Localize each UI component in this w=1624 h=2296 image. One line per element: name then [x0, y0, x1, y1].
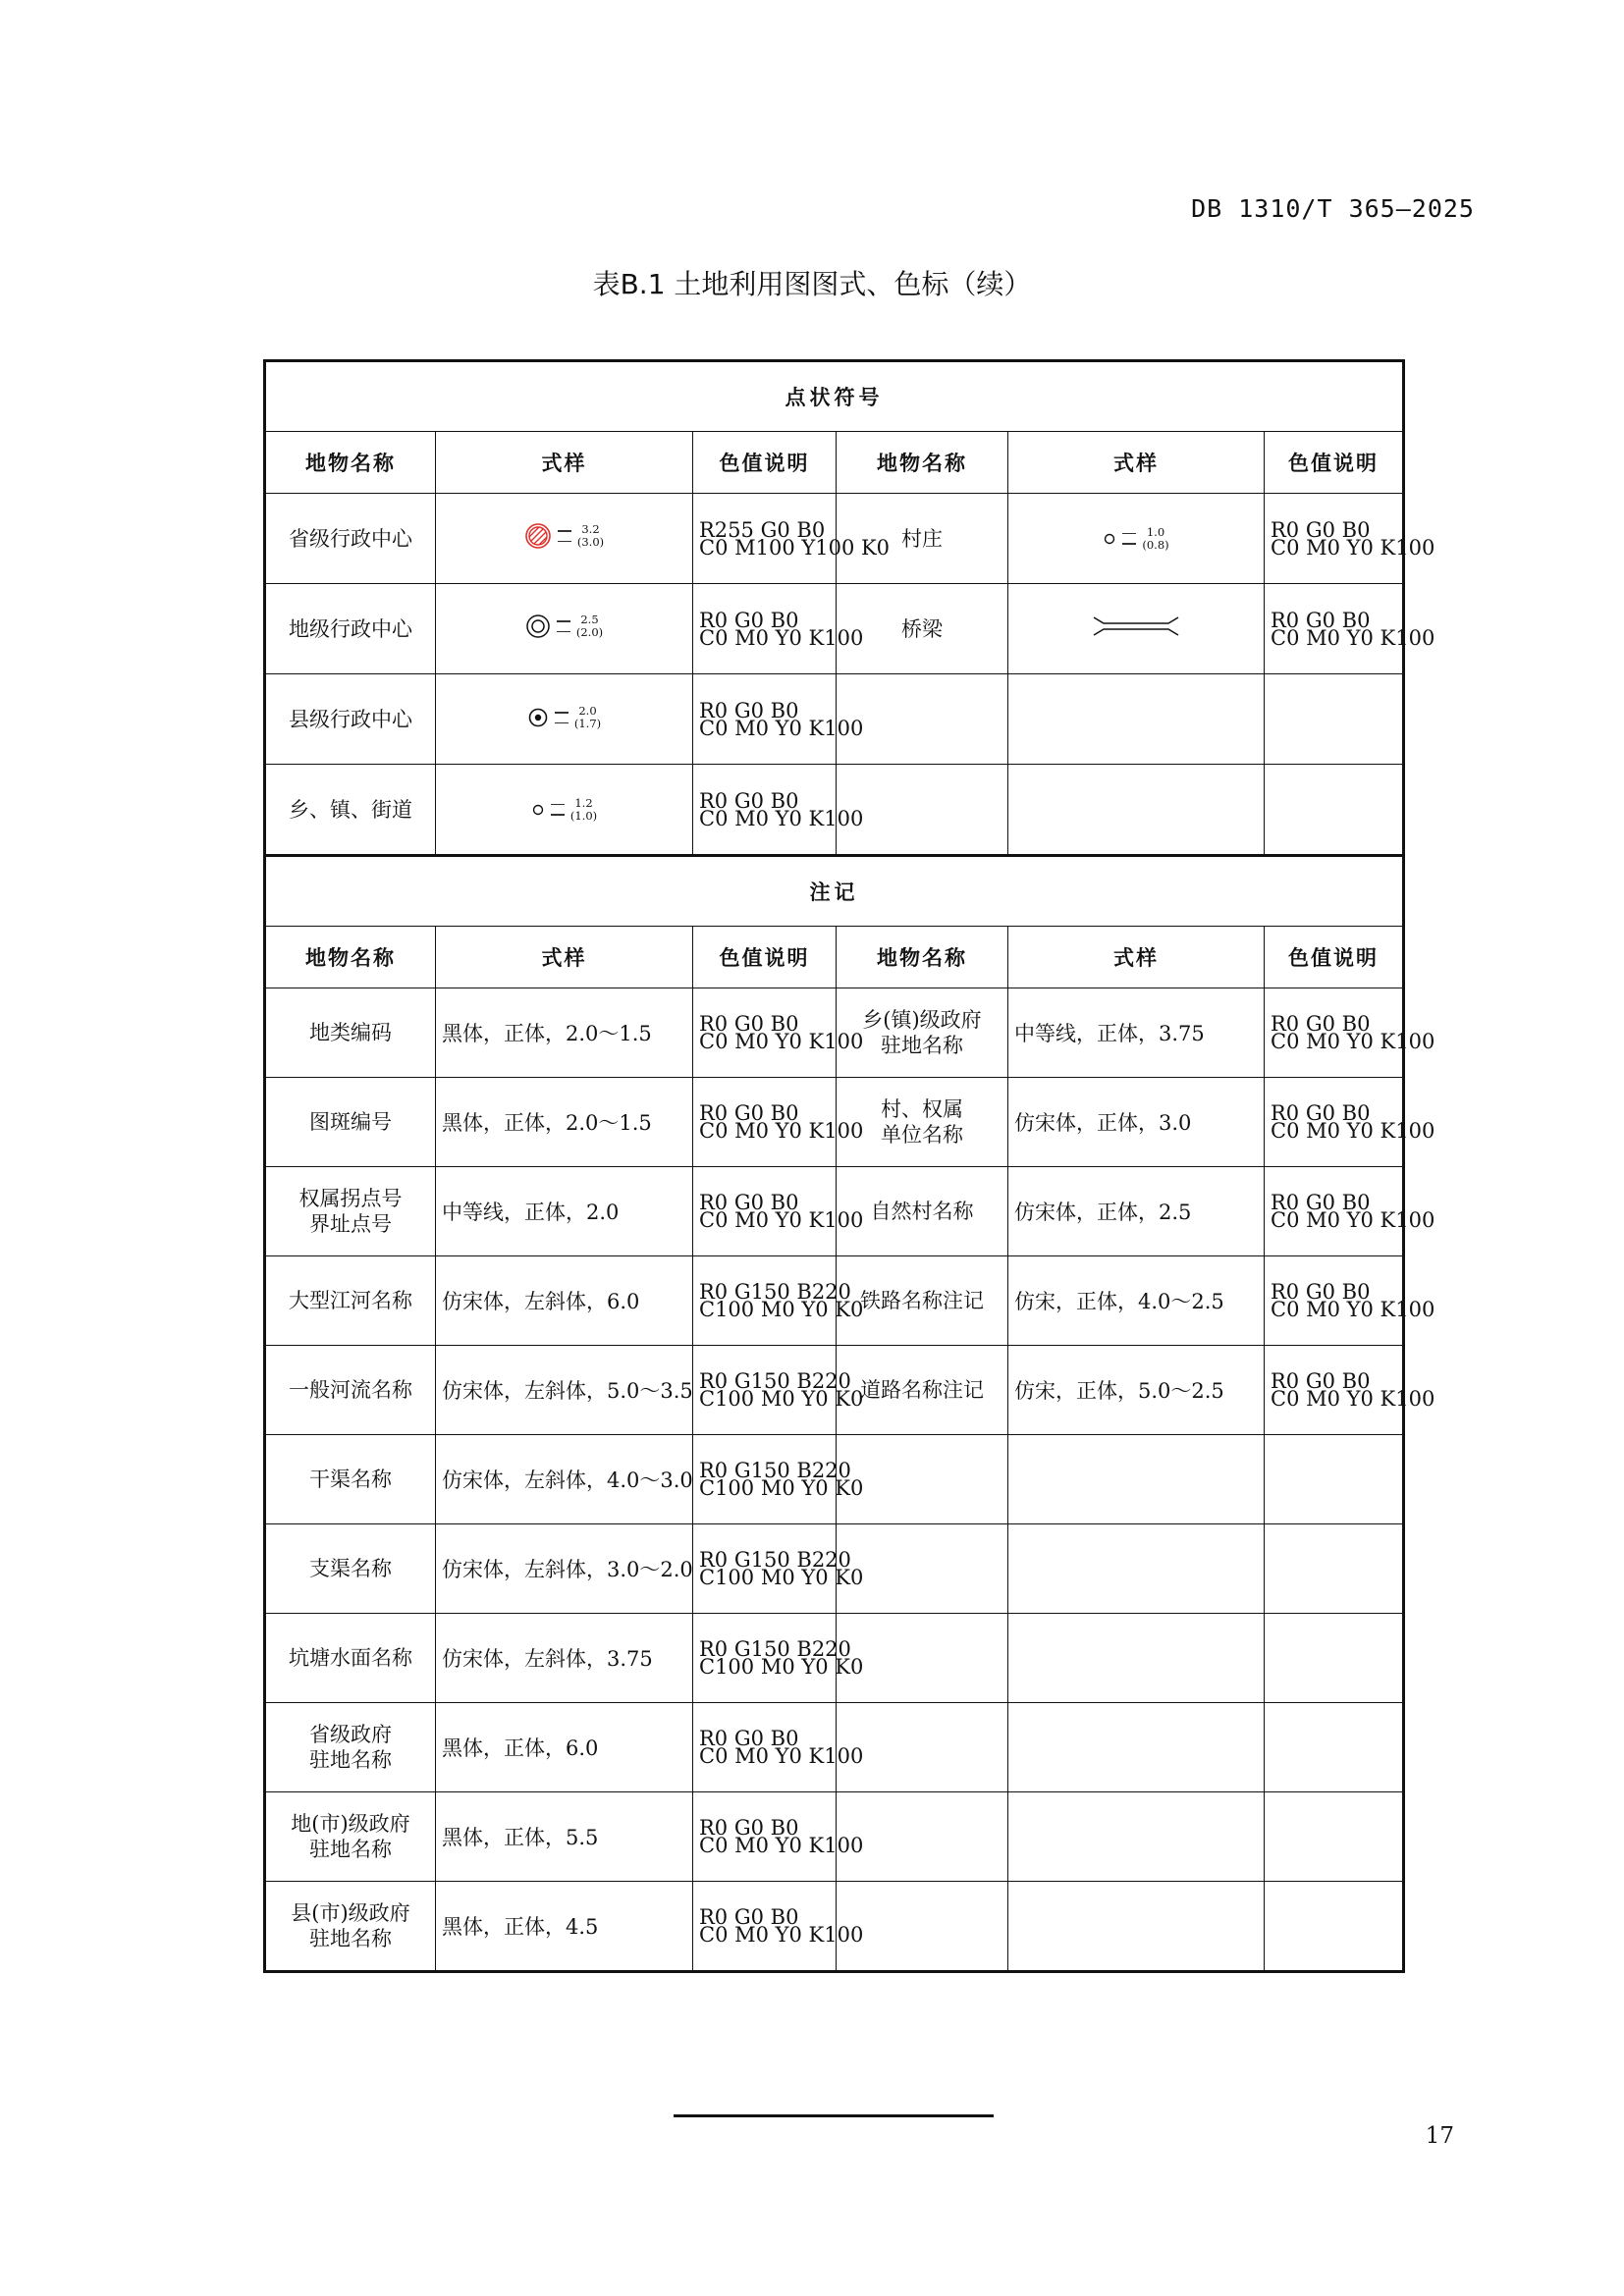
feature-name: 图斑编号 — [265, 1078, 436, 1167]
column-header: 地物名称 — [837, 927, 1008, 988]
style-spec: 仿宋体，左斜体，5.0～3.5 — [436, 1346, 693, 1435]
style-spec: 黑体，正体，5.5 — [436, 1792, 693, 1882]
style-spec: 中等线，正体，2.0 — [436, 1167, 693, 1256]
column-header: 式样 — [1008, 432, 1265, 494]
symbol-table — [263, 359, 1435, 1973]
empty-cell — [1265, 1524, 1404, 1614]
table-row — [265, 1435, 1404, 1524]
feature-name: 乡、镇、街道 — [265, 765, 436, 856]
section-title-notes: 注记 — [265, 856, 1404, 927]
table-row — [265, 1882, 1404, 1972]
feature-name: 村庄 — [837, 494, 1008, 584]
feature-name: 道路名称注记 — [837, 1346, 1008, 1435]
column-header: 地物名称 — [265, 432, 436, 494]
dim-top: 1.2 — [574, 795, 593, 810]
empty-cell — [1008, 1792, 1265, 1882]
empty-cell — [1008, 674, 1265, 765]
table-row — [265, 1792, 1404, 1882]
style-spec: 仿宋体，左斜体，4.0～3.0 — [436, 1435, 693, 1524]
table-row — [265, 1256, 1404, 1346]
document-code: DB 1310/T 365—2025 — [1191, 194, 1475, 223]
section-title-points: 点状符号 — [265, 361, 1404, 432]
empty-cell — [1008, 1614, 1265, 1703]
footer-divider — [674, 2114, 994, 2117]
color-value: R255 G0 B0 C0 M100 Y100 K0 — [693, 494, 837, 584]
feature-name: 桥梁 — [837, 584, 1008, 674]
style-spec: 仿宋体，左斜体，3.0～2.0 — [436, 1524, 693, 1614]
feature-name: 铁路名称注记 — [837, 1256, 1008, 1346]
symbol-cell — [1008, 584, 1265, 674]
color-value: R0 G0 B0 C0 M0 Y0 K100 — [693, 1792, 837, 1882]
color-value: R0 G150 B220 C100 M0 Y0 K0 — [693, 1346, 837, 1435]
feature-name: 村、权属 单位名称 — [837, 1078, 1008, 1167]
symbol-cell — [1008, 494, 1265, 584]
style-spec: 仿宋体，左斜体，6.0 — [436, 1256, 693, 1346]
dim-top: 2.0 — [578, 704, 597, 718]
county-center-icon — [527, 707, 549, 728]
bridge-icon — [1092, 615, 1180, 637]
village-icon — [1103, 532, 1116, 546]
table-row — [265, 1524, 1404, 1614]
color-value: R0 G0 B0 C0 M0 Y0 K100 — [1265, 988, 1404, 1078]
dim-bottom: (0.8) — [1142, 537, 1169, 552]
symbol-cell — [436, 765, 693, 856]
table-row — [265, 584, 1404, 674]
color-value: R0 G0 B0 C0 M0 Y0 K100 — [1265, 1256, 1404, 1346]
dim-top: 1.0 — [1146, 524, 1165, 539]
column-header: 式样 — [436, 432, 693, 494]
color-value: R0 G0 B0 C0 M0 Y0 K100 — [693, 674, 837, 765]
column-header: 色值说明 — [693, 927, 837, 988]
color-value: R0 G0 B0 C0 M0 Y0 K100 — [1265, 494, 1404, 584]
style-spec: 仿宋体，正体，2.5 — [1008, 1167, 1265, 1256]
feature-name: 一般河流名称 — [265, 1346, 436, 1435]
symbol-cell — [436, 674, 693, 765]
empty-cell — [1008, 1435, 1265, 1524]
color-value: R0 G0 B0 C0 M0 Y0 K100 — [693, 1078, 837, 1167]
style-spec: 仿宋体，正体，3.0 — [1008, 1078, 1265, 1167]
table-row — [265, 1346, 1404, 1435]
feature-name: 坑塘水面名称 — [265, 1614, 436, 1703]
color-value: R0 G0 B0 C0 M0 Y0 K100 — [693, 1703, 837, 1792]
prefecture-center-icon — [525, 614, 551, 639]
feature-name: 省级政府 驻地名称 — [265, 1703, 436, 1792]
dim-bottom: (2.0) — [575, 625, 604, 639]
color-value: R0 G0 B0 C0 M0 Y0 K100 — [693, 1882, 837, 1972]
feature-name: 大型江河名称 — [265, 1256, 436, 1346]
column-header: 地物名称 — [837, 432, 1008, 494]
table-row — [265, 1703, 1404, 1792]
feature-name: 省级行政中心 — [265, 494, 436, 584]
column-header: 式样 — [436, 927, 693, 988]
column-header: 色值说明 — [1265, 432, 1404, 494]
table-row — [265, 1078, 1404, 1167]
feature-name: 地级行政中心 — [265, 584, 436, 674]
dim-bottom: (1.0) — [569, 808, 598, 823]
style-spec: 黑体，正体，2.0～1.5 — [436, 988, 693, 1078]
feature-name: 乡(镇)级政府 驻地名称 — [837, 988, 1008, 1078]
color-value: R0 G150 B220 C100 M0 Y0 K0 — [693, 1614, 837, 1703]
color-value: R0 G150 B220 C100 M0 Y0 K0 — [693, 1524, 837, 1614]
feature-name: 干渠名称 — [265, 1435, 436, 1524]
symbol-cell — [436, 584, 693, 674]
color-value: R0 G0 B0 C0 M0 Y0 K100 — [693, 584, 837, 674]
table-row — [265, 674, 1404, 765]
township-icon — [531, 803, 545, 817]
column-header: 式样 — [1008, 927, 1265, 988]
feature-name: 支渠名称 — [265, 1524, 436, 1614]
dim-top: 3.2 — [581, 522, 600, 536]
style-spec: 黑体，正体，6.0 — [436, 1703, 693, 1792]
column-header: 色值说明 — [1265, 927, 1404, 988]
feature-name: 权属拐点号 界址点号 — [265, 1167, 436, 1256]
style-spec: 仿宋体，左斜体，3.75 — [436, 1614, 693, 1703]
feature-name: 县级行政中心 — [265, 674, 436, 765]
page-number: 17 — [1425, 2123, 1454, 2149]
style-spec: 黑体，正体，4.5 — [436, 1882, 693, 1972]
dim-bottom: (1.7) — [573, 717, 602, 730]
empty-cell — [1008, 1703, 1265, 1792]
empty-cell — [1265, 765, 1404, 856]
empty-cell — [1265, 1792, 1404, 1882]
feature-name: 地(市)级政府 驻地名称 — [265, 1792, 436, 1882]
column-header: 地物名称 — [265, 927, 436, 988]
color-value: R0 G0 B0 C0 M0 Y0 K100 — [1265, 1078, 1404, 1167]
table-row — [265, 494, 1404, 584]
provincial-center-icon — [524, 522, 552, 550]
color-value: R0 G0 B0 C0 M0 Y0 K100 — [693, 765, 837, 856]
style-spec: 中等线，正体，3.75 — [1008, 988, 1265, 1078]
symbol-cell — [436, 494, 693, 584]
color-value: R0 G0 B0 C0 M0 Y0 K100 — [693, 988, 837, 1078]
empty-cell — [1008, 1882, 1265, 1972]
header-row — [265, 927, 1404, 988]
color-value: R0 G150 B220 C100 M0 Y0 K0 — [693, 1435, 837, 1524]
table-row — [265, 1167, 1404, 1256]
color-value: R0 G0 B0 C0 M0 Y0 K100 — [1265, 584, 1404, 674]
color-value: R0 G0 B0 C0 M0 Y0 K100 — [693, 1167, 837, 1256]
empty-cell — [1265, 1703, 1404, 1792]
style-spec: 仿宋，正体，4.0～2.5 — [1008, 1256, 1265, 1346]
table-title: 表B.1 土地利用图图式、色标（续） — [592, 268, 1032, 300]
dim-bottom: (3.0) — [576, 535, 605, 549]
color-value: R0 G0 B0 C0 M0 Y0 K100 — [1265, 1167, 1404, 1256]
color-value: R0 G0 B0 C0 M0 Y0 K100 — [1265, 1346, 1404, 1435]
table-row — [265, 988, 1404, 1078]
color-value: R0 G150 B220 C100 M0 Y0 K0 — [693, 1256, 837, 1346]
empty-cell — [1008, 1524, 1265, 1614]
empty-cell — [1265, 1882, 1404, 1972]
table-row — [265, 1614, 1404, 1703]
dim-top: 2.5 — [580, 613, 599, 626]
feature-name: 自然村名称 — [837, 1167, 1008, 1256]
style-spec: 黑体，正体，2.0～1.5 — [436, 1078, 693, 1167]
feature-name: 地类编码 — [265, 988, 436, 1078]
empty-cell — [1265, 1435, 1404, 1524]
header-row — [265, 432, 1404, 494]
style-spec: 仿宋，正体，5.0～2.5 — [1008, 1346, 1265, 1435]
empty-cell — [1265, 674, 1404, 765]
empty-cell — [1008, 765, 1265, 856]
column-header: 色值说明 — [693, 432, 837, 494]
feature-name: 县(市)级政府 驻地名称 — [265, 1882, 436, 1972]
table-row — [265, 765, 1404, 856]
empty-cell — [1265, 1614, 1404, 1703]
